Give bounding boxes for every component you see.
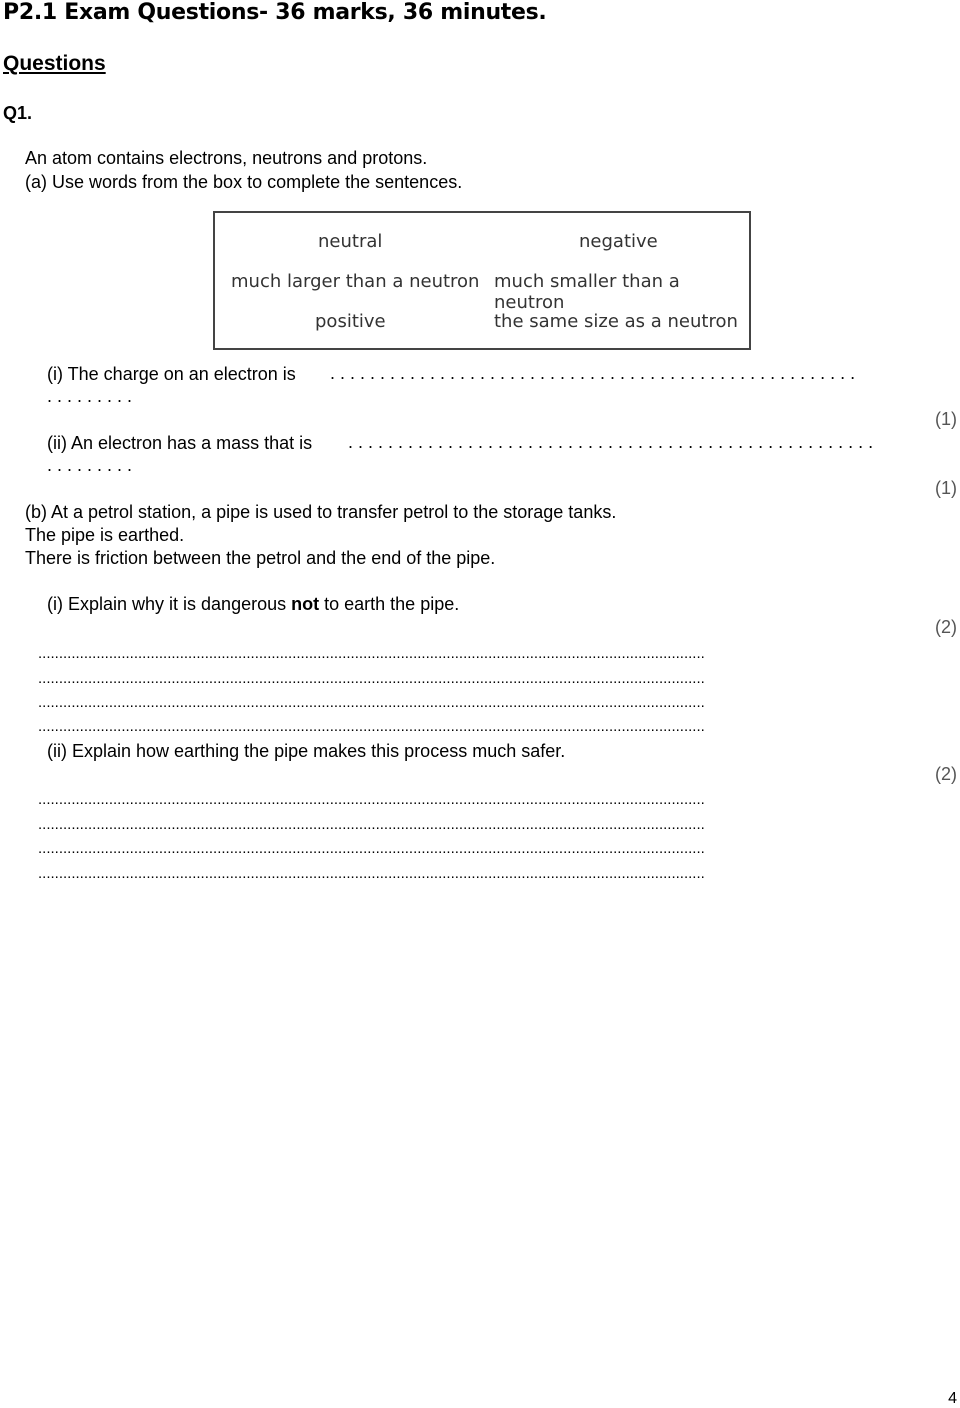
answer-line[interactable]: ................................................................................................................................................................	[38, 840, 705, 857]
answer-dots: . . . . . . . . . . . . . . . . . . . . . . . . . . . . . . . . . . . . . . . . . . . . . . . . . . . . .	[348, 432, 874, 452]
word-option: positive	[315, 311, 386, 332]
question-a-i: (i) The charge on an electron is	[47, 364, 296, 384]
answer-line[interactable]: ................................................................................................................................................................	[38, 694, 705, 711]
answer-dots-continued: . . . . . . . . .	[47, 386, 133, 406]
marks-label: (2)	[935, 617, 957, 637]
word-option: the same size as a neutron	[494, 311, 738, 332]
answer-line[interactable]: ................................................................................................................................................................	[38, 670, 705, 687]
marks-label: (1)	[935, 409, 957, 429]
intro-line-2: (a) Use words from the box to complete the sentences.	[25, 172, 463, 192]
word-option: negative	[579, 231, 658, 252]
word-option: much larger than a neutron	[231, 271, 480, 292]
page-number: 4	[948, 1390, 957, 1407]
part-b-line-1: (b) At a petrol station, a pipe is used to transfer petrol to the storage tanks.	[25, 502, 617, 522]
intro-line-1: An atom contains electrons, neutrons and protons.	[25, 148, 428, 168]
part-b-line-3: There is friction between the petrol and the end of the pipe.	[25, 548, 496, 568]
question-a-ii: (ii) An electron has a mass that is	[47, 433, 313, 453]
section-heading: Questions	[3, 52, 106, 75]
answer-line[interactable]: ................................................................................................................................................................	[38, 718, 705, 735]
answer-line[interactable]: ................................................................................................................................................................	[38, 865, 705, 882]
word-box	[213, 211, 751, 350]
marks-label: (2)	[935, 764, 957, 784]
question-number: Q1.	[3, 103, 33, 123]
part-b-line-2: The pipe is earthed.	[25, 525, 185, 545]
answer-dots-continued: . . . . . . . . .	[47, 455, 133, 475]
question-b-i-end: to earth the pipe.	[324, 594, 460, 614]
question-b-i-start: (i) Explain why it is dangerous	[47, 594, 287, 614]
page-title: P2.1 Exam Questions- 36 marks, 36 minutes.	[3, 0, 547, 25]
question-b-i	[47, 593, 459, 616]
question-b-ii: (ii) Explain how earthing the pipe makes this process much safer.	[47, 741, 566, 761]
answer-line[interactable]: ................................................................................................................................................................	[38, 645, 705, 662]
answer-dots: . . . . . . . . . . . . . . . . . . . . . . . . . . . . . . . . . . . . . . . . . . . . . . . . . . . . .	[330, 363, 856, 383]
question-b-i-emphasis: not	[291, 594, 320, 614]
word-option: much smaller than a neutron	[494, 271, 680, 313]
marks-label: (1)	[935, 478, 957, 498]
answer-line[interactable]: ................................................................................................................................................................	[38, 816, 705, 833]
answer-line[interactable]: ................................................................................................................................................................	[38, 791, 705, 808]
word-option: neutral	[318, 231, 383, 252]
